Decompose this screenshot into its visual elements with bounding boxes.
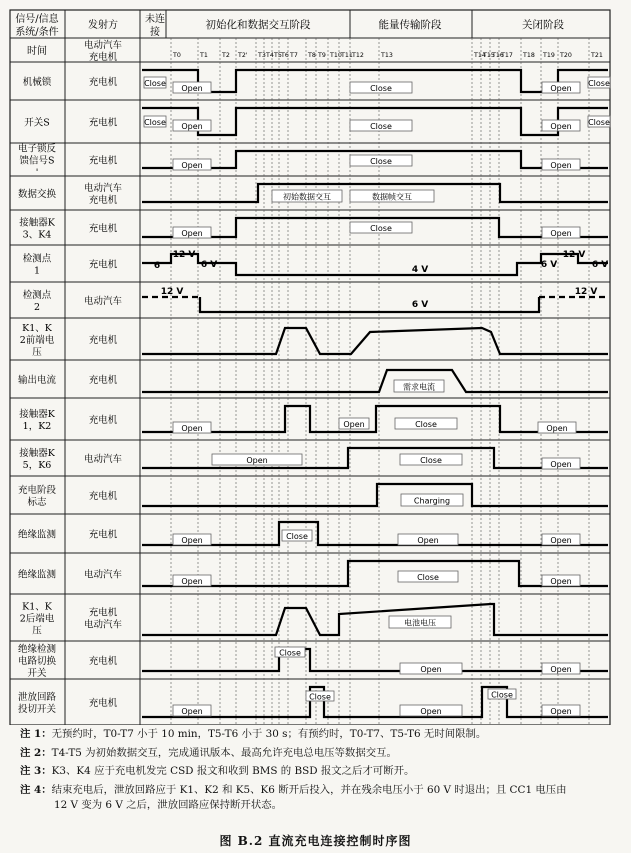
row-name-3: 数据交换 bbox=[17, 189, 57, 200]
time-point-T3: T3 bbox=[258, 52, 266, 59]
row9-label: Close bbox=[415, 420, 437, 429]
time-point-T14: T14 bbox=[474, 52, 486, 59]
row12-label: Close bbox=[286, 532, 308, 541]
row-name-16: 投切开关 bbox=[17, 704, 57, 715]
row16-label: Open bbox=[550, 707, 572, 716]
phase-unconnected: 未连 bbox=[145, 14, 165, 25]
row-name-6: 检测点 bbox=[22, 290, 52, 301]
row-name-0: 机械锁 bbox=[22, 77, 52, 88]
row15-label: Open bbox=[420, 665, 442, 674]
row-name-11: 标志 bbox=[27, 497, 47, 508]
phase-energy: 能量传输阶段 bbox=[378, 19, 442, 31]
row-name-14: 2后端电 bbox=[19, 613, 55, 625]
row-name-15: 绝缘检测 bbox=[17, 644, 57, 655]
row-name-5: 1 bbox=[33, 265, 41, 277]
row-sender-2: 充电机 bbox=[88, 155, 118, 167]
time-point-T13: T13 bbox=[381, 52, 393, 59]
row13-label: Close bbox=[417, 573, 439, 582]
time-point-T9: T9 bbox=[318, 52, 326, 59]
row-name-9: 1，K2 bbox=[22, 421, 52, 432]
row-name-15: 开关 bbox=[27, 668, 47, 679]
time-point-T11: T11 bbox=[341, 52, 353, 59]
row8-label: 需求电流 bbox=[403, 382, 435, 392]
row-sender-10: 电动汽车 bbox=[83, 454, 123, 465]
row6-label: 12 V bbox=[574, 287, 598, 297]
row2-label: Close bbox=[370, 157, 392, 166]
row-sender-6: 电动汽车 bbox=[83, 296, 123, 307]
row12-label: Open bbox=[417, 536, 439, 545]
row6-label: 6 V bbox=[411, 300, 429, 310]
row10-label: Close bbox=[420, 456, 442, 465]
col1-header: 信号/信息 bbox=[15, 14, 59, 25]
phase-unconnected: 接 bbox=[150, 27, 160, 38]
wave-k1k2-front bbox=[142, 328, 608, 354]
row15-label: Close bbox=[279, 648, 301, 658]
row10-label: Open bbox=[246, 456, 268, 465]
row5-label: 12 V bbox=[172, 250, 196, 260]
note-1: 注 1：无预约时，T0-T7 小于 10 min，T5-T6 小于 30 s；有预约时，T0-T7、T5-T6 无时间限制。 bbox=[20, 728, 487, 740]
wave-bleed-switch bbox=[142, 687, 608, 717]
time-point-T4: T4 bbox=[266, 52, 274, 59]
row-name-2: 馈信号S bbox=[19, 155, 55, 167]
row4-label: Open bbox=[550, 229, 572, 238]
wave-output-current bbox=[142, 370, 608, 392]
row3-label: 初始数据交互 bbox=[283, 192, 331, 202]
time-point-T6: T6 bbox=[281, 52, 289, 59]
row-sender-14: 充电机 bbox=[88, 607, 118, 619]
row-sender-15: 充电机 bbox=[88, 656, 118, 667]
wave-insul-switch bbox=[142, 649, 608, 671]
row9-label: Open bbox=[343, 420, 365, 429]
row-sender-14: 电动汽车 bbox=[83, 619, 123, 631]
row-name-16: 泄放回路 bbox=[17, 692, 57, 703]
row-name-14: 压 bbox=[32, 625, 42, 637]
time-sender: 电动汽车 bbox=[83, 40, 123, 51]
note-4: 注 4：结束充电后，泄放回路应于 K1、K2 和 K5、K6 断开后投入，并在残余电压小于 60 V 时退出；且 CC1 电压由 12 V 变为 6 V 之后，泄放回路应保持断开状态。 bbox=[20, 783, 567, 811]
notes bbox=[20, 727, 620, 817]
row5-label: 4 V bbox=[411, 265, 429, 275]
row-sender-11: 充电机 bbox=[88, 491, 118, 502]
time-point-T18: T18 bbox=[523, 52, 535, 59]
row-sender-3: 充电机 bbox=[88, 195, 118, 206]
wave-insul-charger bbox=[142, 522, 608, 545]
row5-label: 6 V bbox=[200, 260, 218, 270]
row16-label: Open bbox=[420, 707, 442, 716]
row5-label: 6 V bbox=[591, 260, 609, 270]
row5-label: 12 V bbox=[562, 250, 586, 260]
row-name-8: 输出电流 bbox=[17, 375, 57, 386]
row12-label: Open bbox=[181, 536, 203, 545]
row-name-13: 绝缘监测 bbox=[17, 569, 57, 581]
row-name-14: K1、K bbox=[22, 601, 52, 613]
row9-label: Open bbox=[181, 424, 203, 433]
time-point-T10: T10 bbox=[330, 52, 342, 59]
row15-label: Open bbox=[550, 665, 572, 674]
row-name-12: 绝缘监测 bbox=[17, 529, 57, 541]
row12-label: Open bbox=[550, 536, 572, 545]
row10-label: Open bbox=[550, 460, 572, 469]
phase-close: 关闭阶段 bbox=[522, 19, 564, 31]
time-point-T15: T15 bbox=[483, 52, 495, 59]
wave-charging-flag bbox=[142, 484, 608, 506]
row-sender-8: 充电机 bbox=[88, 375, 118, 386]
row-name-6: 2 bbox=[33, 302, 41, 313]
row1-label: Close bbox=[370, 122, 392, 131]
row-name-2: ' bbox=[35, 167, 39, 179]
time-point-T2: T2 bbox=[222, 52, 230, 59]
wave-detect-2 bbox=[200, 297, 539, 312]
col2-header: 发射方 bbox=[88, 20, 118, 31]
row16-label: Open bbox=[181, 707, 203, 716]
row-sender-1: 充电机 bbox=[88, 117, 118, 129]
row0-label: Open bbox=[181, 84, 203, 93]
note-2: 注 2：T4-T5 为初始数据交互，完成通讯版本、最高允许充电总电压等数据交互。 bbox=[20, 746, 397, 759]
row-name-4: 3、K4 bbox=[22, 229, 52, 241]
row-name-7: 压 bbox=[32, 347, 42, 358]
row-name-7: 2前端电 bbox=[19, 335, 55, 346]
row16-label: Close bbox=[309, 692, 331, 702]
row1-label: Open bbox=[550, 122, 572, 131]
note-3: 注 3：K3、K4 应于充电机发完 CSD 报文和收到 BMS 的 BSD 报文之后才可断开。 bbox=[20, 765, 415, 777]
row3-label: 数据帧交互 bbox=[372, 192, 412, 202]
wave-k1k2-rear bbox=[142, 604, 608, 635]
figure-caption: 图 B.2 直流充电连接控制时序图 bbox=[219, 834, 412, 848]
row-name-11: 充电阶段 bbox=[17, 485, 57, 496]
row-sender-0: 充电机 bbox=[88, 77, 118, 88]
row1-label: Close bbox=[144, 118, 166, 127]
row-sender-12: 充电机 bbox=[88, 529, 118, 541]
time-sender: 充电机 bbox=[88, 52, 118, 63]
row0-label: Close bbox=[144, 79, 166, 88]
row2-label: Open bbox=[550, 161, 572, 170]
row9-label: Open bbox=[546, 424, 568, 433]
row4-label: Open bbox=[181, 229, 203, 238]
row-name-10: 接触器K bbox=[19, 448, 55, 459]
row0-label: Close bbox=[588, 79, 610, 88]
row1-label: Close bbox=[588, 118, 610, 127]
row-sender-13: 电动汽车 bbox=[83, 569, 123, 581]
row-name-4: 接触器K bbox=[19, 217, 55, 229]
row-sender-16: 充电机 bbox=[88, 698, 118, 709]
phase-init: 初始化和数据交互阶段 bbox=[205, 19, 311, 31]
time-point-T0: T0 bbox=[173, 52, 181, 59]
time-point-T17: T17 bbox=[501, 52, 513, 59]
row-name-15: 电路切换 bbox=[17, 656, 57, 667]
row2-label: Open bbox=[181, 161, 203, 170]
row-sender-5: 充电机 bbox=[88, 259, 118, 271]
row16-label: Close bbox=[491, 690, 513, 700]
time-point-T19: T19 bbox=[543, 52, 555, 59]
row-sender-9: 充电机 bbox=[88, 415, 118, 426]
row-name-1: 开关S bbox=[24, 117, 50, 129]
row11-label: Charging bbox=[413, 496, 451, 506]
row0-label: Open bbox=[550, 84, 572, 93]
row5-label: 6 V bbox=[540, 260, 558, 270]
time-point-T7: T7 bbox=[290, 52, 298, 59]
row-name-10: 5，K6 bbox=[22, 460, 52, 471]
time-point-T8: T8 bbox=[308, 52, 316, 59]
time-point-T12: T12 bbox=[352, 52, 364, 59]
row13-label: Open bbox=[181, 577, 203, 586]
row5-label: 6 bbox=[153, 261, 161, 271]
row-sender-3: 电动汽车 bbox=[83, 183, 123, 194]
row-sender-7: 充电机 bbox=[88, 335, 118, 346]
time-point-T2': T2' bbox=[238, 52, 248, 59]
time-point-T5: T5 bbox=[274, 52, 282, 59]
row-name-5: 检测点 bbox=[22, 253, 52, 265]
row-name-7: K1、K bbox=[22, 323, 52, 334]
row1-label: Open bbox=[181, 122, 203, 131]
time-point-T20: T20 bbox=[560, 52, 572, 59]
time-point-T21: T21 bbox=[591, 52, 603, 59]
row13-label: Open bbox=[550, 577, 572, 586]
row-name-9: 接触器K bbox=[19, 409, 55, 420]
row6-label: 12 V bbox=[160, 287, 184, 297]
row4-label: Close bbox=[370, 224, 392, 233]
time-point-T1: T1 bbox=[200, 52, 208, 59]
row-name-2: 电子锁反 bbox=[17, 143, 57, 155]
time-point-T16: T16 bbox=[492, 52, 504, 59]
row14-label: 电池电压 bbox=[404, 618, 436, 628]
wave-insul-vehicle bbox=[142, 561, 608, 586]
time-label: 时间 bbox=[27, 46, 47, 57]
row-sender-4: 充电机 bbox=[88, 223, 118, 235]
col1-header: 系统/条件 bbox=[15, 27, 59, 38]
row0-label: Close bbox=[370, 84, 392, 93]
